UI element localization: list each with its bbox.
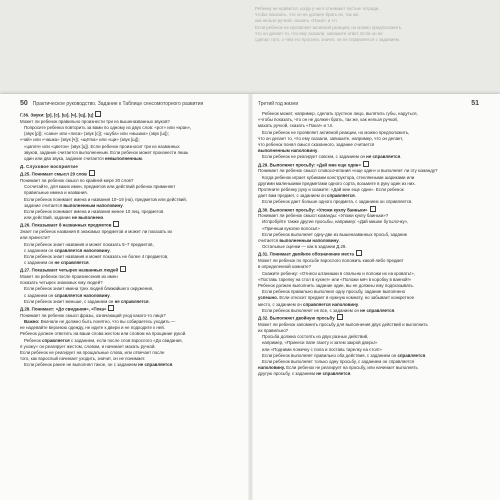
text-line: другую просьбу, с заданием не справляется. — [258, 371, 352, 377]
line-text: Если ребенок знает названия и может показать 5–7 предметов, — [24, 241, 154, 247]
task-heading — [258, 250, 484, 258]
line-text: Г.36. Звуки: [р], [с], [ш], [ч], [щ], [ц] — [20, 112, 94, 118]
task-heading — [20, 266, 244, 274]
left-page-header — [20, 100, 244, 107]
task-heading — [20, 170, 244, 178]
task-heading — [258, 206, 484, 214]
line-text: Скажите ребенку: «Отнеси штанишки в спальню и положи их на кровать!», — [262, 270, 415, 276]
text-line: Если ребенок знает меньше, с заданием он не справляется. — [24, 298, 150, 304]
line-text: Если ребенок дает больше одного предмета, с заданием он справляется. — [262, 199, 413, 205]
line-text: я ухожу» он реагирует жестом, словом, и начинает махать ручкой. — [20, 343, 156, 349]
line-text: Просьба должна состоять из двух разных действий, — [262, 334, 369, 340]
line-text: «цапля» или «цветок» (звук [ц]). Если ребенок произносит три из названных — [24, 143, 180, 149]
text-line: задание считается выполненным наполовину. — [24, 202, 124, 208]
right-page-body — [258, 111, 484, 378]
text-line: с заданием он справляется наполовину. — [24, 247, 111, 253]
line-text: Может ли ребенок по просьбе взрослого положить какой-либо предмет — [258, 258, 404, 264]
line-text: что он делает то, что ему сказали, запишите, например, что он делает, — [258, 135, 404, 141]
line-text: показать четырех знакомых ему людей? — [20, 280, 103, 286]
left-running-title: Практическое руководство. Задание к Таблице сенсомоторного развития — [32, 101, 204, 107]
task-heading — [20, 111, 244, 119]
line-text: Д.29. Выполняет просьбу: «Дай мне еще один» — [258, 162, 361, 168]
line-text: Д.26. Показывает 8 названных предметов — [20, 222, 112, 228]
text-line: успешно. Если относит предмет в нужную комнату, но забывает конкретное — [258, 295, 415, 301]
line-text: Может ли ребенок правильно произнести три из вышеназванных звуков? — [20, 118, 170, 124]
text-line: с заданием он не справляется. — [24, 260, 90, 266]
top-text — [255, 6, 485, 43]
line-text: Д.27. Показывает четырех названных людей — [20, 267, 119, 273]
line-text: Остальные оценки — как в задании Д.29. — [262, 244, 347, 250]
line-text: Если ребенок понимает имена и названия менее 10 лиц, предметов — [24, 209, 164, 215]
text-line: Если ребенок выполняет не все, с заданием он не справляется. — [262, 307, 396, 313]
text-line: один или два звука, задание считается невыполненным. — [24, 155, 144, 161]
left-page-body — [20, 111, 244, 369]
line-text: Знает ли ребенок названия 8 знакомых предметов и может ли показать их — [20, 229, 173, 235]
line-text: Если ребенок знает названия и может показать не более 4 предметов, — [24, 253, 169, 259]
text-line: считается выполненным наполовину. — [258, 238, 340, 244]
line-text: Д.25. Понимает смысл 20 слов — [20, 171, 87, 177]
text-line: или действий, задание не выполнено. — [24, 215, 105, 221]
line-text: (звук [р]); «сани» или «лиса» (звук [с]); «шуба» или «мышка» (звук [ш]); — [24, 131, 169, 137]
checkbox-icon[interactable] — [337, 314, 343, 320]
checkbox-icon[interactable] — [120, 266, 126, 272]
text-line: место, с заданием он справляется наполовину. — [258, 301, 360, 307]
line-text: махать ручкой, сказать «Пока!» и т.п. — [258, 123, 334, 129]
text-line: Важно: Вначале не должно быть понятно, что вы собираетесь уходить — — [24, 319, 176, 324]
checkbox-icon[interactable] — [89, 170, 95, 176]
line-text: Д. Слуховое восприятие — [20, 164, 78, 170]
text-line: Если ребенок ранее не выполнял такое, он с заданием не справляется. — [24, 362, 174, 368]
line-text: например, «Принеси папе газету и затем закрой дверь!» — [262, 340, 378, 346]
checkbox-icon[interactable] — [108, 305, 114, 311]
line-text: правильные имена и названия. — [24, 190, 88, 196]
task-heading — [20, 305, 244, 313]
line-text: Сосчитайте, для каких имен, предметов или действий ребенок применяет — [24, 184, 176, 190]
line-text: Понимает ли ребенок смысл команды: «Уложи куклу баиньки»? — [258, 213, 389, 219]
checkbox-icon[interactable] — [363, 161, 369, 167]
line-text: Понимает ли ребенок смысл по крайней мере 20 слов? — [20, 178, 134, 184]
line-text: Ребенок должен ответить на ваши слова жестом или словом на прощание рукой. — [20, 331, 187, 337]
text-line: что он делает то, что ему сказали, запишите ответ. Если он не — [255, 30, 383, 36]
text-line: чтобы показать, что он не должен брать их, так же, — [255, 12, 360, 18]
line-text: звуков, задание считается выполненным. Если ребенок может произнести лишь — [24, 149, 189, 155]
line-text: не надевайте верхнюю одежду, не идите к двери и не подходите к ней. — [20, 325, 165, 331]
text-line: дает вам предмет, с заданием он справляется. — [258, 193, 356, 199]
line-text: Если ребенок выполняет только одну просьбу, с заданием он справляется — [262, 358, 415, 364]
text-line: сделал того, о чём его просили, значит, он не справляется с заданием. — [255, 37, 400, 43]
right-running-title: Третий год жизни — [258, 101, 299, 107]
line-text: Д.30. Выполняет просьбу: «Уложи куклу баиньки» — [258, 207, 368, 213]
line-text: Понимает ли ребенок смысл фразы, означающий уход какого-то лица? — [20, 312, 166, 318]
line-text: «Причеши куколке волосы!» — [262, 225, 320, 231]
line-text: Если ребенок правильно выполнил одну просьбу, задание выполнено — [262, 289, 406, 295]
line-text: Д.28. Понимает: «До свидания», «Пока» — [20, 306, 107, 312]
line-text: Если ребенок понимает имена и названия 10–19 (на), предметов или действий, — [24, 196, 187, 202]
line-text: Когда ребенок играет кубиками конструктора, стеклянными шариками или — [262, 174, 415, 180]
text-line: выполненным наполовину. — [258, 148, 319, 154]
line-text: Испробуйте также другие просьбы, например: «Дай мишке бутылочку», — [262, 219, 409, 225]
line-text: Протяните ребенку руку и скажите: «Дай мне еще один». Если ребенок — [258, 186, 404, 192]
line-text: Д.31. Понимает двойное обозначение места — [258, 251, 354, 257]
line-text: их правильно? — [258, 327, 289, 333]
text-line: Если ребенок не проявляет активной реакции, но можно предположить, — [255, 24, 403, 30]
line-text: Д.32. Выполняет двойную просьбу — [258, 315, 335, 321]
checkbox-icon[interactable] — [370, 206, 376, 212]
task-heading — [258, 161, 484, 169]
text-line: Ребенку не нравится, когда у него отнимают пустые тетради, — [255, 6, 380, 11]
left-page — [20, 100, 244, 369]
line-text: или принести? — [20, 235, 50, 241]
line-text: «чтобы показать, что он не должен брать, так же, как нельзя ручкой, — [258, 117, 399, 123]
text-line: с заданием он справляется наполовину. — [24, 292, 111, 298]
line-text: Если ребенок не реагирует на прощальные слова, или отвечает после — [20, 350, 165, 356]
line-text: Если ребенок знает имена трех людей ближайшего окружения, — [24, 286, 154, 292]
line-text: Понимает ли ребенок смысл словосочетания «еще один» и выполняет ли эту команду? — [258, 168, 438, 174]
task-heading — [20, 221, 244, 229]
line-text: «чай» или «чашка» (звук [ч]); «щётка» или «щи» (звук [щ]); — [20, 137, 140, 143]
book-gutter — [248, 94, 253, 500]
line-text: в определенной комнате? — [258, 264, 312, 270]
right-page — [258, 100, 484, 378]
line-text: Может ли ребенок после произнесения их имен — [20, 274, 118, 280]
left-page-number: 50 — [20, 100, 28, 107]
right-page-number: 51 — [471, 100, 479, 107]
line-text: Ребенок должен выполнить задание один, вы не должны ему подсказывать. — [258, 282, 415, 288]
text-line: наполовину. Если ребенок не реагирует на просьбу, или начинает выполнять — [258, 365, 418, 371]
right-page-header — [258, 100, 484, 107]
line-text: Может ли ребенок запомнить просьбу для выполнения двух действий и выполнить — [258, 321, 428, 327]
line-text: «Поставь тарелку на стол в кухне!» или «Положи мяч в коробку в ванной!» — [258, 276, 412, 282]
bleed-through-text — [255, 6, 485, 43]
task-heading — [258, 314, 484, 322]
line-text: Если ребенок не проявляет активной реакции, но можно предположить, — [262, 129, 410, 135]
line-text: Ребенок может, например, сделать грустное лицо, выпятить губы, надуться, — [262, 111, 418, 116]
line-text: или «Подними ложечку с пола и поставь тарелку на стол!» — [262, 346, 382, 352]
text-line: Ребенок справляется с заданием, если после слов взрослого «До свидания, — [24, 337, 183, 343]
text-line: Если ребенок выполняет правильно оба действия, с заданием он справляется. — [262, 352, 427, 358]
line-text: Если ребенок выполняет одну-две из вышеназванных просьб, задание — [262, 231, 408, 237]
checkbox-icon[interactable] — [113, 221, 119, 227]
text-line: Если ребенок не реагирует совсем, с заданием он не справляется. — [262, 154, 402, 160]
line-text: что ребенок понял смысл сказанного, задание считается — [258, 142, 375, 148]
line-text: того, как взрослый начинает уходить, значит, он не понимает. — [20, 356, 146, 362]
line-text: Попросите ребенка повторить за вами по одному из двух слов: «рот» или «кран», — [24, 124, 192, 130]
checkbox-icon[interactable] — [356, 250, 362, 256]
line-text: другими маленькими предметами одного сорта, возьмите в руку один из них. — [258, 180, 416, 186]
text-line: как нельзя ручкой, сказать «Пока!» и т.п. — [255, 18, 338, 24]
checkbox-icon[interactable] — [95, 111, 101, 117]
